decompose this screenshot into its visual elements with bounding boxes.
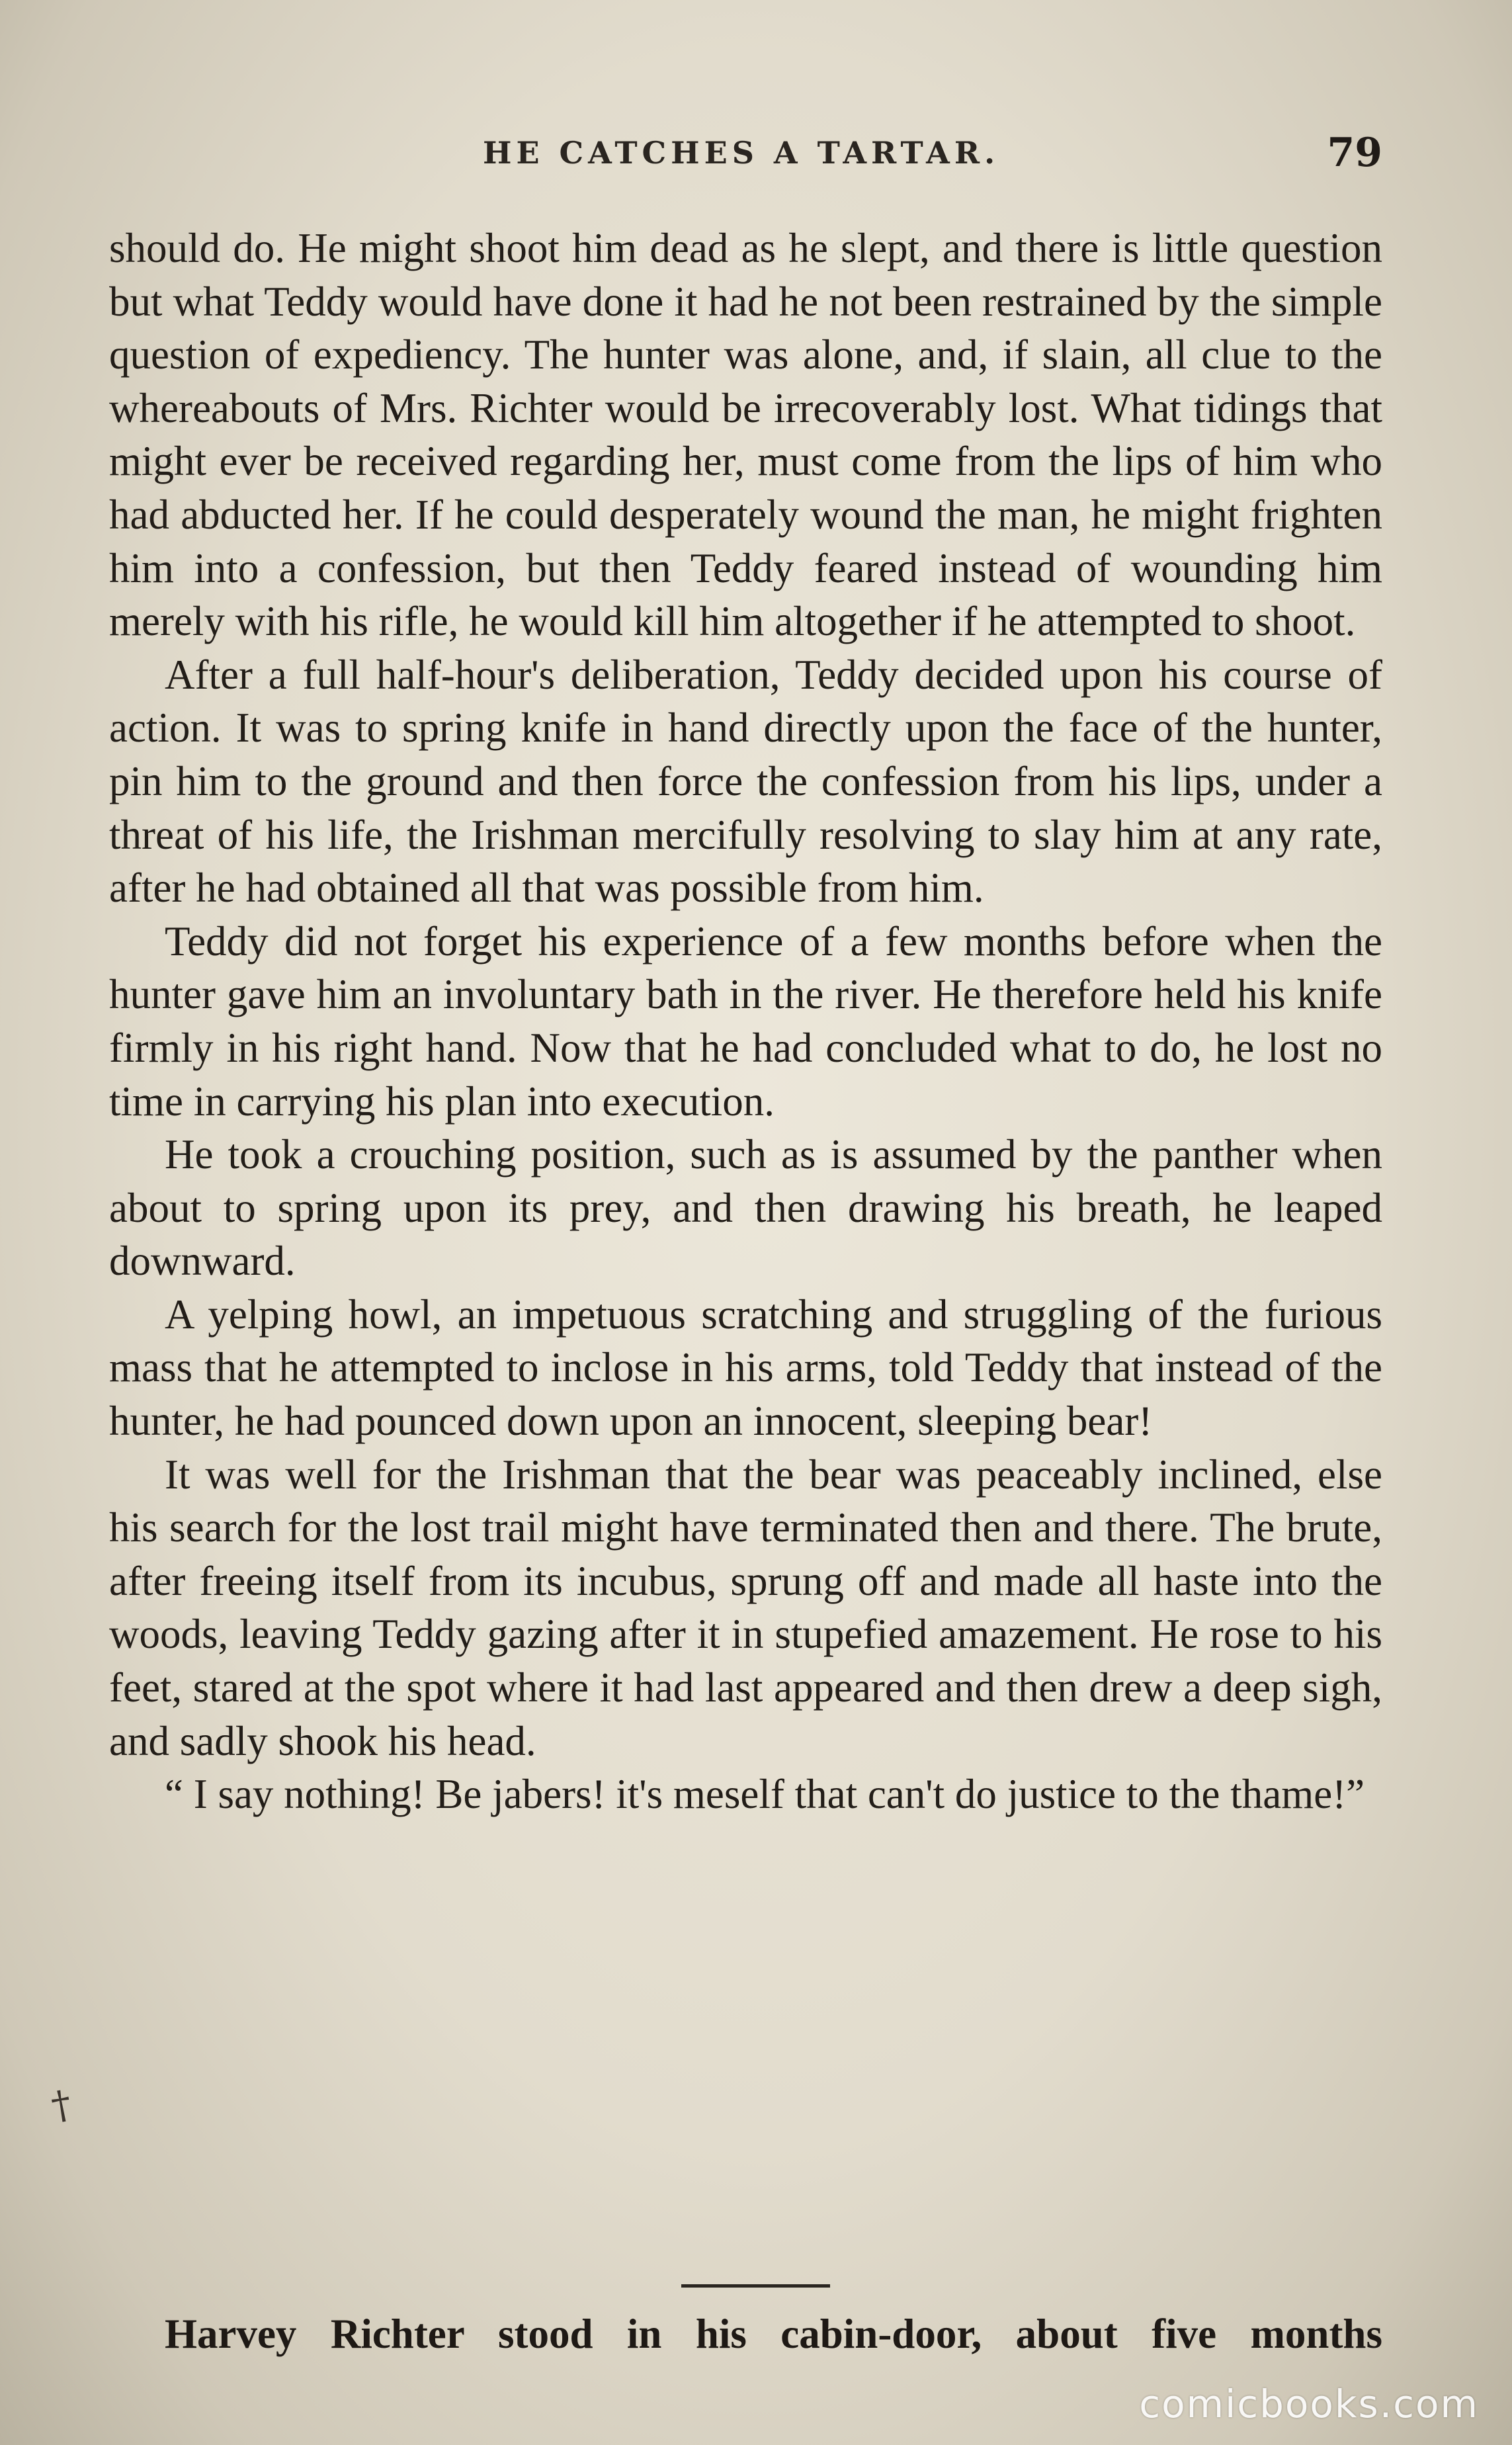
paragraph-7: “ I say nothing! Be jabers! it's meself that can't do justice to the thame!”	[165, 1771, 1365, 1818]
paragraph-3: Teddy did not forget his experience of a few months before when the hunter gave him an involuntary bath in the river. He therefore held his knife firmly in his right hand. Now that he had concluded what to do, he lost no time in carrying his plan into execution.	[109, 918, 1382, 1125]
paragraph-1: should do. He might shoot him dead as he slept, and there is little question but what Teddy would have done it had he not been restrained by the simple question of expediency. The hunter was alone, and, if slain, all clue to the whereabouts of Mrs. Richter would be irrecoverably lost. What tidings that might ever be received regarding her, must come from the lips of him who had abducted her. If he could desperately wound the man, he might frighten him into a confession, but then Teddy feared instead of wounding him merely with his rifle, he would kill him altogether if he attempted to shoot.	[109, 225, 1382, 645]
section-opening-line: Harvey Richter stood in his cabin-door, about five months	[165, 2311, 1382, 2357]
section-divider	[681, 2284, 830, 2288]
paragraph-2: After a full half-hour's deliberation, Teddy decided upon his course of action. It was to spring knife in hand directly upon the face of the hunter, pin him to the ground and then force the confession from his lips, under a threat of his life, the Irishman mercifully resolving to slay him at any rate, after he had obtained all that was possible from him.	[109, 651, 1382, 912]
body-text	[109, 222, 1382, 1821]
page-number: 79	[1327, 130, 1382, 176]
watermark: comicbooks.com	[1139, 2381, 1479, 2426]
paragraph-5: A yelping howl, an impetuous scratching and struggling of the furious mass that he attempted to inclose in his arms, told Teddy that instead of the hunter, he had pounced down upon an innocent, sleeping bear!	[109, 1291, 1382, 1445]
paragraph-6: It was well for the Irishman that the bear was peaceably inclined, else his search for the lost trail might have terminated then and there. The brute, after freeing itself from its incubus, sprung off and made all haste into the woods, leaving Teddy gazing after it in stupefied amazement. He rose to his feet, stared at the spot where it had last appeared and then drew a deep sigh, and sadly shook his head.	[109, 1451, 1382, 1764]
running-head: HE CATCHES A TARTAR.	[483, 135, 1000, 171]
printer-mark: †	[48, 2080, 75, 2129]
paragraph-4: He took a crouching position, such as is assumed by the panther when about to spring upon its prey, and then drawing his breath, he leaped downward.	[109, 1131, 1382, 1285]
page-header	[106, 130, 1382, 176]
